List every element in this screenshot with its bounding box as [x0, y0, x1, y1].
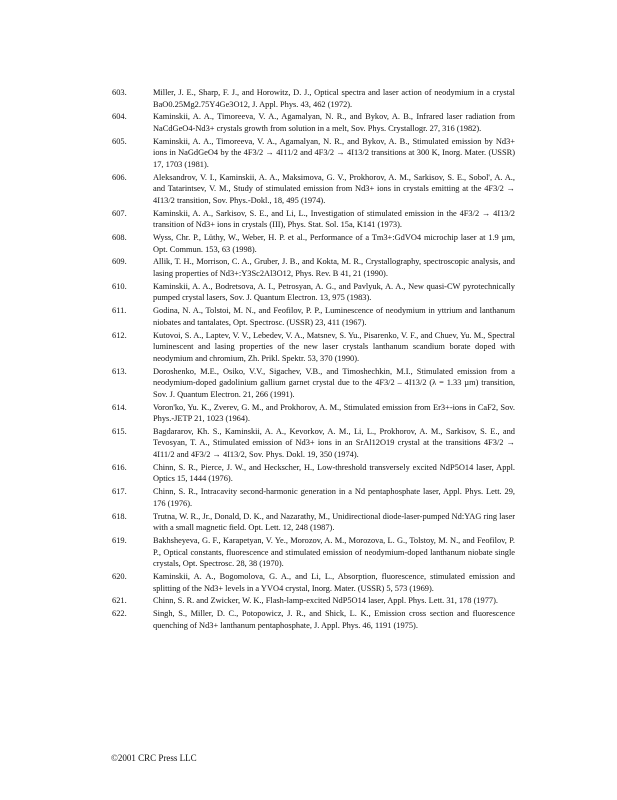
reference-604 [112, 111, 515, 134]
reference-621 [112, 595, 515, 607]
reference-610 [112, 281, 515, 304]
reference-607 [112, 208, 515, 231]
reference-number: 618. [112, 511, 127, 521]
copyright-footer: ©2001 CRC Press LLC [111, 753, 197, 763]
reference-603 [112, 87, 515, 110]
reference-text: Kaminskii, A. A., Sarkisov, S. E., and Li, L., Investigation of stimulated emission in the 4F3/2 → 4I13/2 transition of Nd3+ ions in crystals (III), Phys. Stat. Sol. 15a, K141 (1973). [153, 208, 515, 230]
reference-number: 617. [112, 487, 127, 497]
reference-text: Doroshenko, M.E., Osiko, V.V., Sigachev, V.B., and Timoshechkin, M.I., Stimulated emission from a neodymium-doped gadolinium gallium garnet crystal due to the 4F3/2 – 4I13/2 (λ = 1.33 µm) transition, Sov. J. Quantum Electron. 21, 266 (1991). [153, 366, 515, 399]
reference-text: Allik, T. H., Morrison, C. A., Gruber, J. B., and Kokta, M. R., Crystallography, spectroscopic analysis, and lasing properties of Nd3+:Y3Sc2Al3O12, Phys. Rev. B 41, 21 (1990). [153, 257, 515, 279]
reference-text: Trutna, W. R., Jr., Donald, D. K., and Nazarathy, M., Unidirectional diode-laser-pumped Nd:YAG ring laser with a small magnetic field. Opt. Lett. 12, 248 (1987). [153, 511, 515, 533]
reference-text: Bagdararov, Kh. S., Kaminskii, A. A., Kevorkov, A. M., Li, L., Prokhorov, A. M., Sarkisov, S. E., and Tevosyan, T. A., Stimulated emission of Nd3+ ions in an SrAl12O19 crystal at the transitions 4F3/2 → 4I11/2 and 4F3/2 → 4I13/2, Sov. Phys. Dokl. 19, 350 (1974). [153, 426, 515, 460]
reference-number: 615. [112, 426, 127, 436]
reference-620 [112, 571, 515, 594]
reference-number: 605. [112, 136, 127, 146]
reference-616 [112, 462, 515, 485]
reference-text: Kaminskii, A. A., Timoreeva, V. A., Agamalyan, N. R., and Bykov, A. B., Infrared laser radiation from NaCdGeO4-Nd3+ crystals growth from solution in a melt, Sov. Phys. Crystallogr. 27, 316 (1982). [153, 112, 515, 133]
reference-text: Miller, J. E., Sharp, F. J., and Horowitz, D. J., Optical spectra and laser action of neodymium in a crystal BaO0.25Mg2.75Y4Ge3O12, J. Appl. Phys. 43, 462 (1972). [153, 88, 515, 109]
reference-number: 607. [112, 208, 127, 218]
reference-number: 610. [112, 281, 127, 291]
reference-number: 604. [112, 112, 127, 122]
reference-613 [112, 366, 515, 401]
reference-number: 608. [112, 233, 127, 243]
reference-text: Kutovoi, S. A., Laptev, V. V., Lebedev, V. A., Matsnev, S. Yu., Pisarenko, V. F., and Chuev, Yu. M., Spectral luminescent and lasing properties of the new laser crystals lanthanum scandium borate doped with neodymium and chromium, Zh. Prikl. Spektr. 53, 370 (1990). [153, 330, 515, 363]
reference-number: 620. [112, 571, 127, 581]
reference-text: Chinn, S. R., Intracavity second-harmonic generation in a Nd pentaphosphate laser, Appl. Phys. Lett. 29, 176 (1976). [153, 487, 515, 508]
reference-618 [112, 511, 515, 534]
reference-number: 611. [112, 306, 127, 316]
reference-text: Kaminskii, A. A., Bodretsova, A. I., Petrosyan, A. G., and Pavlyuk, A. A., New quasi-CW pyrotechnically pumped crystal lasers, Sov. J. Quantum Electron. 13, 975 (1983). [153, 281, 515, 303]
reference-619 [112, 535, 515, 570]
reference-number: 621. [112, 596, 127, 606]
reference-608 [112, 232, 515, 255]
reference-text: Voron'ko, Yu. K., Zverev, G. M., and Prokhorov, A. M., Stimulated emission from Er3+-ions in CaF2, Sov. Phys.-JETP 21, 1023 (1964). [153, 402, 515, 424]
reference-list [112, 87, 515, 632]
reference-611 [112, 305, 515, 328]
reference-text: Bakhsheyeva, G. F., Karapetyan, V. Ye., Morozov, A. M., Morozova, L. G., Tolstoy, M. N., and Feofilov, P. P., Optical constants, fluorescence and stimulated emission of neodymium-doped lanthanum niobate single crystals, Opt. Spectrosc. 28, 38 (1970). [153, 535, 515, 569]
reference-622 [112, 608, 515, 631]
reference-617 [112, 486, 515, 509]
reference-text: Chinn, S. R., Pierce, J. W., and Heckscher, H., Low-threshold transversely excited NdP5O14 laser, Appl. Optics 15, 1444 (1976). [153, 462, 515, 484]
reference-number: 614. [112, 402, 127, 412]
reference-605 [112, 136, 515, 171]
reference-text: Kaminskii, A. A., Bogomolova, G. A., and Li, L., Absorption, fluorescence, stimulated emission and splitting of the Nd3+ levels in a YVO4 crystal, Inorg. Mater. (USSR) 5, 573 (1969). [153, 571, 515, 593]
reference-text: Godina, N. A., Tolstoi, M. N., and Feofilov, P. P., Luminescence of neodymium in yttrium and lanthanum niobates and tantalates, Opt. Spectrosc. (USSR) 23, 411 (1967). [153, 306, 515, 327]
reference-612 [112, 330, 515, 365]
reference-609 [112, 256, 515, 279]
reference-number: 616. [112, 462, 127, 472]
reference-number: 613. [112, 366, 127, 376]
reference-text: Chinn, S. R. and Zwicker, W. K., Flash-lamp-excited NdP5O14 laser, Appl. Phys. Lett. 31, 178 (1977). [153, 596, 498, 606]
reference-number: 622. [112, 609, 127, 619]
reference-number: 619. [112, 535, 127, 545]
reference-number: 612. [112, 330, 127, 340]
reference-number: 603. [112, 88, 127, 97]
reference-606 [112, 172, 515, 207]
reference-614 [112, 402, 515, 425]
reference-number: 606. [112, 172, 127, 182]
reference-text: Aleksandrov, V. I., Kaminskii, A. A., Maksimova, G. V., Prokhorov, A. M., Sarkisov, S. E., Sobol', A. A., and Tatarintsev, V. M., Study of stimulated emission from Nd3+ ions in crystals emitting at the 4F3/2 → 4I13/2 transition, Sov. Phys.-Dokl., 18, 495 (1974). [153, 172, 515, 205]
reference-number: 609. [112, 257, 127, 267]
reference-text: Wyss, Chr. P., Lüthy, W., Weber, H. P. et al., Performance of a Tm3+:GdVO4 microchip laser at 1.9 µm, Opt. Commun. 153, 63 (1998). [153, 233, 515, 254]
reference-text: Kaminskii, A. A., Timoreeva, V. A., Agamalyan, N. R., and Bykov, A. B., Stimulated emission by Nd3+ ions in NaGdGeO4 by the 4F3/2 → 4I11/2 and 4F3/2 → 4I13/2 transitions at 300 K, Inorg. Mater. (USSR) 17, 1703 (1981). [153, 136, 515, 169]
reference-text: Singh, S., Miller, D. C., Potopowicz, J. R., and Shick, L. K., Emission cross section and fluorescence quenching of Nd3+ lanthanum pentaphosphate, J. Appl. Phys. 46, 1191 (1975). [153, 609, 515, 630]
reference-615 [112, 426, 515, 461]
